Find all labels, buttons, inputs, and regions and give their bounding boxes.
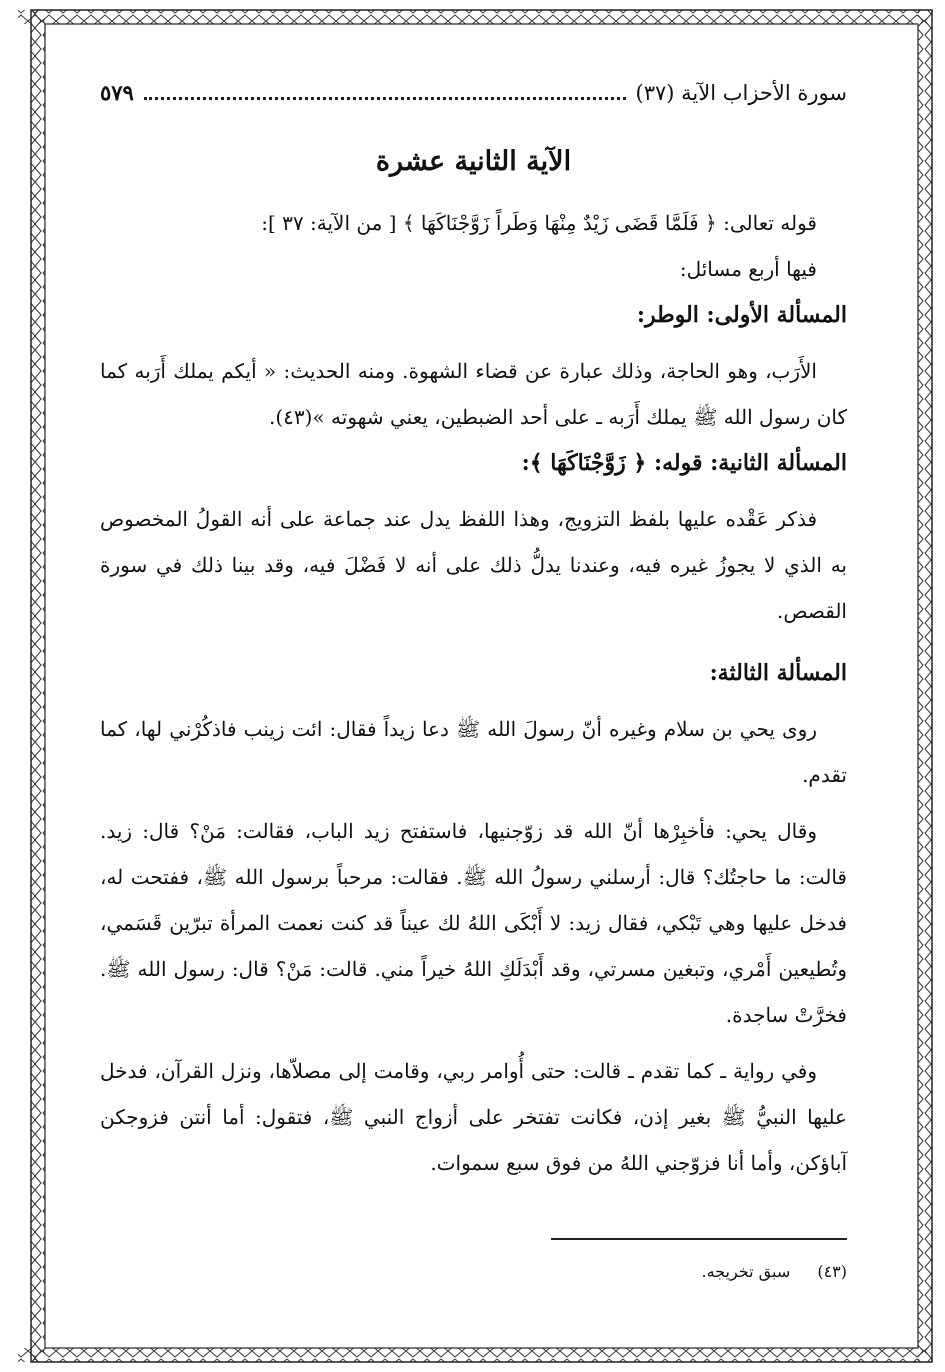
- page-content: [100, 80, 847, 1332]
- issue-3-paragraph-2: وقال يحي: فأخبِرْها أنّ الله قد زوّجنيها، فاستفتح زيد الباب، فقالت: مَنْ؟ قال: زيد. قالت: ما حاجتُك؟ قال: أرسلني رسولُ الله ﷺ. فقالت: مرحباً برسول الله ﷺ، ففتحت له، فدخل عليها وهي تَبْكي، فقال زيد: لا أَبْكَى اللهُ لك عيناً قد كنت نعمت المرأة تبرّين قَسَمي، وتُطيعين أَمْري، وتبغين مسرتي، وقد أَبْدَلَكِ اللهُ خيراً مني. قالت: مَنْ؟ قال: رسول الله ﷺ. فخرَّتْ ساجدة.: [100, 819, 847, 1028]
- issue-2-text: فذكر عَقْده عليها بلفظ التزويج، وهذا اللفظ يدل عند جماعة على أنه القولُ المخصوص به الذي لا يجوزُ غيره فيه، وعندنا يدلُّ ذلك على أنه لا فَضْلَ فيه، وقد بينا ذلك في سورة القصص.: [100, 507, 847, 624]
- running-header: [100, 80, 847, 114]
- issue-1-text: الأَرَب، وهو الحاجة، وذلك عبارة عن قضاء الشهوة. ومنه الحديث: « أيكم يملك أَرَبه كما كان رسول الله ﷺ يملك أَرَبه ـ على أحد الضبطين، يعني شهوته »(٤٣).: [100, 359, 847, 430]
- issue-3-heading: المسألة الثالثة:: [709, 660, 847, 687]
- issues-intro: فيها أربع مسائل:: [679, 257, 817, 282]
- verse-intro: قوله تعالى: ﴿ فَلَمَّا قَضَى زَيْدٌ مِنْهَا وَطَراً زَوَّجْنَاكَهَا ﴾ [ من الآية: ٣٧ ]:: [261, 211, 817, 236]
- surah-reference: سورة الأحزاب الآية (٣٧): [635, 81, 847, 105]
- footnote-text: سبق تخريجه.: [701, 1262, 791, 1281]
- footnote: [247, 1262, 847, 1282]
- issue-3-paragraph-1: روى يحي بن سلام وغيره أنّ رسولَ الله ﷺ دعا زيداً فقال: ائت زينب فاذكُرْني لها، كما تقدم.: [100, 717, 847, 788]
- header-leader-dots: [144, 96, 626, 100]
- issue-3-paragraph-3: وفي رواية ـ كما تقدم ـ قالت: حتى أُوامر ربي، وقامت إلى مصلاّها، ونزل القرآن، فدخل عليها النبيُّ ﷺ بغير إذن، فكانت تفتخر على أزواج النبي ﷺ، فتقول: أما أنتن فزوجكن آباؤكن، وأما أنا فزوّجني اللهُ من فوق سبع سموات.: [100, 1059, 847, 1176]
- issue-1-heading: المسألة الأولى: الوطر:: [636, 302, 847, 329]
- footnote-separator: [551, 1238, 847, 1240]
- section-title: الآية الثانية عشرة: [375, 146, 572, 177]
- issue-2-heading: المسألة الثانية: قوله: ﴿ زَوَّجْنَاكَهَا ﴾:: [521, 450, 847, 477]
- page-number: ٥٧٩: [100, 80, 134, 105]
- footnote-number: (٤٣): [817, 1262, 847, 1281]
